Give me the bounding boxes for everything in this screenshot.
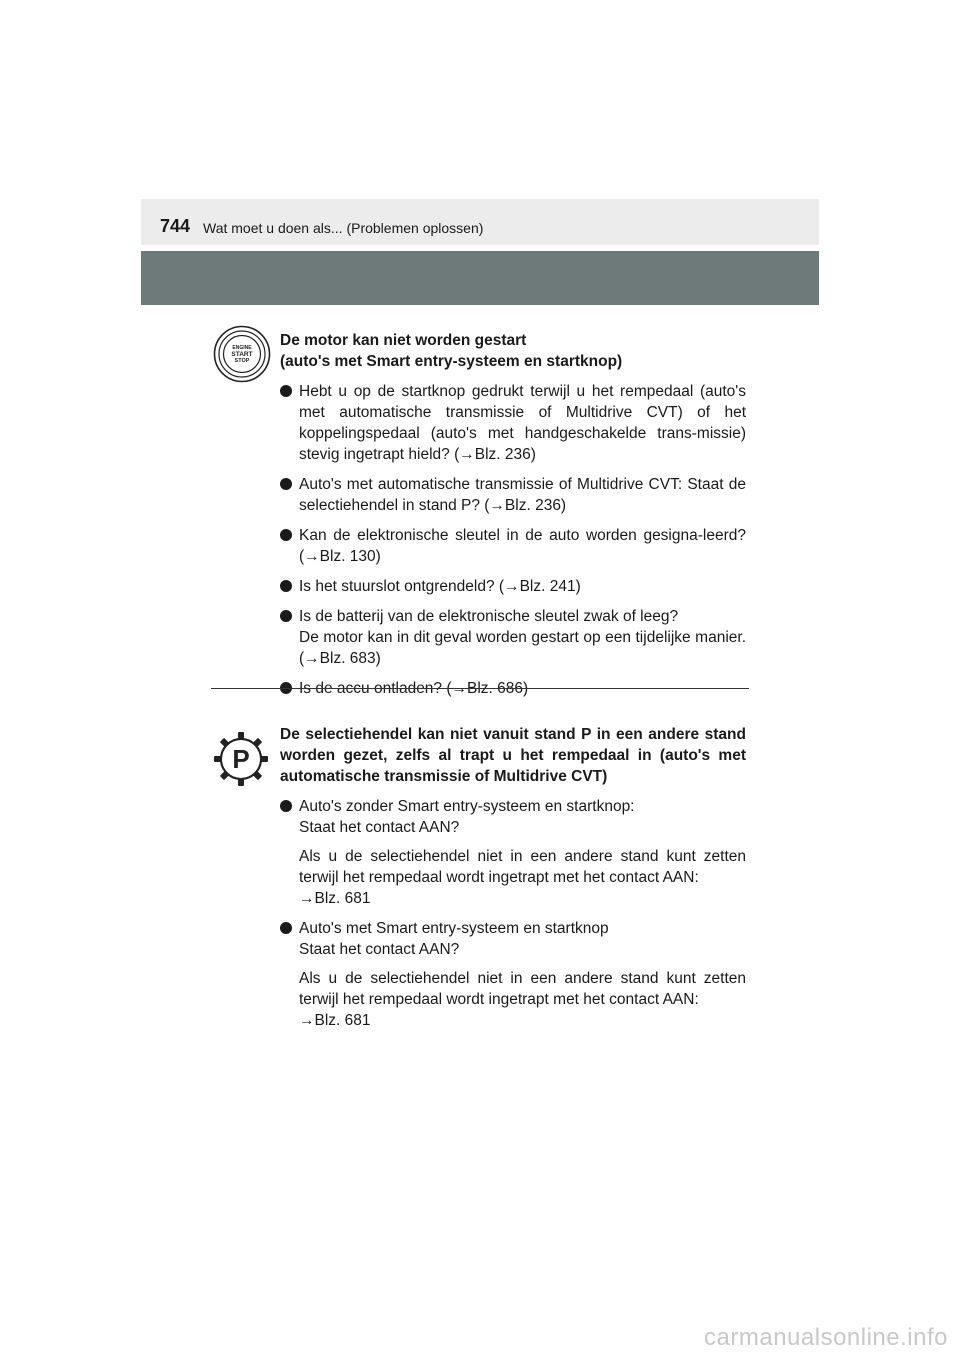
list-item bbox=[280, 796, 746, 909]
bullet-icon bbox=[280, 922, 292, 934]
list-item bbox=[280, 474, 746, 516]
item-text: Is het stuurslot ontgrendeld? (→Blz. 241) bbox=[299, 578, 581, 595]
section2-title: De selectiehendel kan niet vanuit stand P in een andere stand worden gezet, zelfs al trapt u het rempedaal in (auto's met automatische transmissie of Multidrive CVT) bbox=[280, 726, 746, 785]
bullet-icon bbox=[280, 580, 292, 592]
bullet-icon bbox=[280, 610, 292, 622]
section1-title bbox=[280, 330, 746, 372]
item-paragraph: Als u de selectiehendel niet in een andere stand kunt zetten terwijl het rempedaal wordt ingetrapt met het contact AAN: bbox=[299, 848, 746, 886]
item-text: Is de batterij van de elektronische sleutel zwak of leeg? bbox=[299, 608, 679, 625]
item-text-continued: De motor kan in dit geval worden gestart op een tijdelijke manier. (→Blz. 683) bbox=[299, 629, 746, 667]
section-selector-stuck-in-p bbox=[280, 724, 746, 1040]
bullet-icon bbox=[280, 385, 292, 397]
p-letter: P bbox=[232, 744, 250, 774]
list-item bbox=[280, 525, 746, 567]
section1-title-line1: De motor kan niet worden gestart bbox=[280, 332, 527, 349]
section-engine-not-starting bbox=[280, 330, 746, 708]
engine-label: ENGINE bbox=[232, 345, 252, 351]
p-gear-icon bbox=[212, 730, 270, 788]
item-line1: Auto's zonder Smart entry-systeem en startknop: bbox=[299, 798, 635, 815]
stop-label: STOP bbox=[234, 358, 250, 364]
header-title: Wat moet u doen als... (Problemen oplossen) bbox=[203, 220, 484, 236]
list-item bbox=[280, 576, 746, 597]
item-text: Hebt u op de startknop gedrukt terwijl u het rempedaal (auto's met automatische transmissie of Multidrive CVT) of het koppelingspedaal (auto's met handgeschakelde trans-missie) stevig ingetrapt hield? (→Blz. 236) bbox=[299, 383, 746, 463]
bullet-icon bbox=[280, 800, 292, 812]
item-line2: Staat het contact AAN? bbox=[299, 819, 460, 836]
chapter-title-bar bbox=[141, 251, 819, 305]
item-text: Kan de elektronische sleutel in de auto worden gesigna-leerd? (→Blz. 130) bbox=[299, 527, 746, 565]
watermark: carmanualsonline.info bbox=[704, 1324, 948, 1351]
list-item bbox=[280, 381, 746, 465]
section1-title-line2: (auto's met Smart entry-systeem en startknop) bbox=[280, 353, 623, 370]
item-line2: Staat het contact AAN? bbox=[299, 941, 460, 958]
item-paragraph: Als u de selectiehendel niet in een andere stand kunt zetten terwijl het rempedaal wordt ingetrapt met het contact AAN: bbox=[299, 970, 746, 1008]
item-line1: Auto's met Smart entry-systeem en startknop bbox=[299, 920, 609, 937]
item-reference: →Blz. 681 bbox=[299, 890, 371, 907]
section-divider bbox=[211, 688, 749, 689]
engine-start-stop-icon bbox=[213, 325, 271, 383]
item-reference: →Blz. 681 bbox=[299, 1012, 371, 1029]
item-text: Auto's met automatische transmissie of Multidrive CVT: Staat de selectiehendel in stand P? (→Blz. 236) bbox=[299, 476, 746, 514]
list-item bbox=[280, 606, 746, 669]
start-label: START bbox=[231, 351, 253, 358]
list-item bbox=[280, 918, 746, 1031]
page-number: 744 bbox=[160, 216, 191, 236]
bullet-icon bbox=[280, 529, 292, 541]
bullet-icon bbox=[280, 478, 292, 490]
item-text: Is de accu ontladen? (→Blz. 686) bbox=[299, 680, 529, 697]
